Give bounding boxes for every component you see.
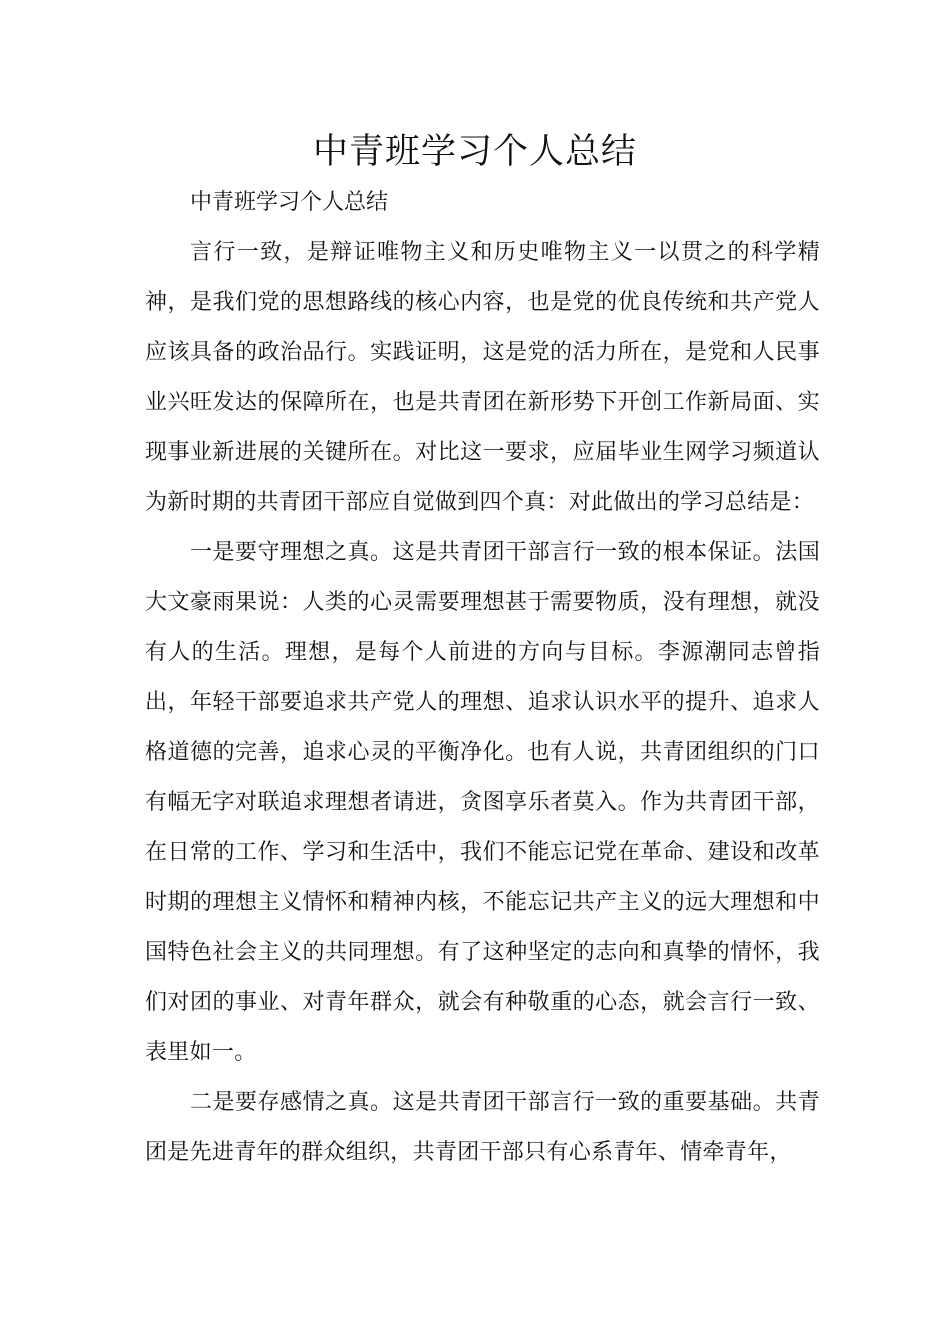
- paragraph-ideal: 一是要守理想之真。这是共青团干部言行一致的根本保证。法国大文豪雨果说：人类的心灵需要理想甚于需要物质，没有理想，就没有人的生活。理想，是每个人前进的方向与目标。李源潮同志曾指出，年轻干部要追求共产党人的理想、追求认识水平的提升、追求人格道德的完善，追求心灵的平衡净化。也有人说，共青团组织的门口有幅无字对联追求理想者请进，贪图享乐者莫入。作为共青团干部，在日常的工作、学习和生活中，我们不能忘记党在革命、建设和改革时期的理想主义情怀和精神内核，不能忘记共产主义的远大理想和中国特色社会主义的共同理想。有了这种坚定的志向和真挚的情怀，我们对团的事业、对青年群众，就会有种敬重的心态，就会言行一致、表里如一。: [145, 540, 820, 1065]
- document-subtitle: 中青班学习个人总结: [190, 190, 389, 215]
- document-body: [145, 178, 820, 1178]
- paragraph-intro: 言行一致，是辩证唯物主义和历史唯物主义一以贯之的科学精神，是我们党的思想路线的核心内容，也是党的优良传统和共产党人应该具备的政治品行。实践证明，这是党的活力所在，是党和人民事业兴旺发达的保障所在，也是共青团在新形势下开创工作新局面、实现事业新进展的关键所在。对比这一要求，应届毕业生网学习频道认为新时期的共青团干部应自觉做到四个真：对此做出的学习总结是：: [145, 240, 820, 515]
- paragraph-emotion: 二是要存感情之真。这是共青团干部言行一致的重要基础。共青团是先进青年的群众组织，共青团干部只有心系青年、情牵青年，: [145, 1090, 820, 1165]
- document-title: 中青班学习个人总结: [312, 132, 637, 172]
